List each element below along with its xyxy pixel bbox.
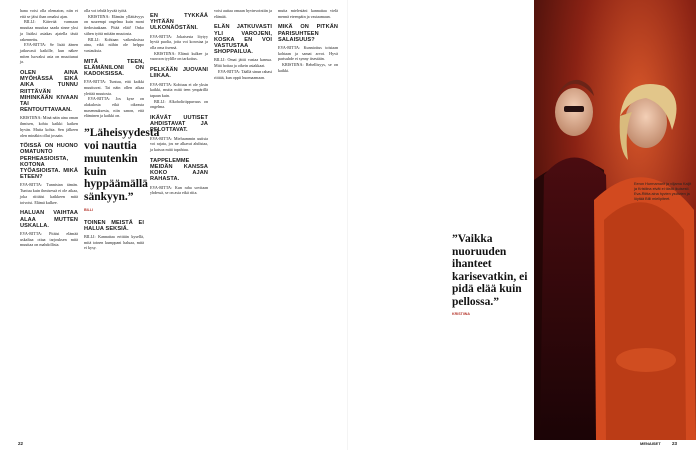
folio-right-number: 23: [672, 441, 678, 446]
column-4: [214, 8, 272, 80]
pull-quote-right: [452, 225, 534, 322]
article-heading: PELKÄÄN JUOVANI LIIKAA.: [150, 67, 208, 80]
article-paragraph: KRISTIINA: Rehellisyys, se on kaikki.: [278, 62, 338, 73]
folio-right-section: MENAISET: [640, 441, 661, 446]
article-heading: HALUAN VAIHTAA ALAA MUTTEN USKALLA.: [20, 210, 78, 229]
column-3: [150, 8, 208, 196]
pull-quote-attribution: KRISTIINA: [452, 312, 470, 316]
article-paragraph: KRISTIINA: Elämä kulkee ja vuoroon tyylille on tarkoitus.: [150, 50, 208, 62]
article-paragraph: EVA-RITTA: Jos kyse on alakulosta eikä oikeasta masennuksesta, niin sanon, että eläminen ja kaikki on.: [84, 96, 144, 119]
pull-quote-text: ”Läheisyydestä voi nauttia muutenkin kuin hyppäämällä sänkyyn.”: [84, 127, 160, 204]
article-paragraph: EVA-RITTA: Täällä sinun rahasi riittää, kun oppii huomaamaan.: [214, 68, 272, 80]
article-paragraph: EVA-RITTA: Tunnistan tämän. Tuntuu kuin ihmisessä ei ole aikaa, joka riittäisi kaikkeen mitä toivoisi. Elämä kulkee.: [20, 182, 78, 205]
article-heading: ELÄN JATKUVASTI YLI VAROJENI, KOSKA EN VOI VASTUSTAA SHOPPAILUA.: [214, 24, 272, 56]
article-paragraph: EVA-RITTA: Se lisää äänen jatkuvasti kaikille, kun näkee miten luovaksi asia on muuttunut ja.: [20, 42, 78, 65]
article-paragraph: EVA-RITTA: Jokaisesta löytyy hyviä puolia, joita voi korostaa ja olla oma itsensä.: [150, 33, 208, 51]
article-paragraph: EVA-RITTA: Tuntuu, että kaikki muuttuvat. Tai näin ollen aikaa ylettää muutosta.: [84, 79, 144, 96]
column-1: [20, 8, 78, 248]
article-paragraph: mutta mielestäni kannattaa vielä mennä eteenpäin ja vastaamaan.: [278, 8, 338, 19]
article-paragraph: BILLI: Kätevää varmaan muuttaa muuttaa saada sinne yksi ja lisäksi asiakas ajatella tästä rakennettu.: [20, 19, 78, 42]
article-paragraph: BILLI: Kohtaan vaikeuksissa aina, eikä niihin ole helppo vastauksia.: [84, 36, 144, 53]
photo: [534, 0, 696, 440]
article-paragraph: BILLI: Omat jättii vastaa kanssa. Mitä hoitaa ja oikein asiakkaat.: [214, 57, 272, 69]
article-paragraph: EVA-RITTA: Mieluummin uutisia voi rajata, jos ne alkavat ahdistaa, ja katsoa mitä tapahtuu.: [150, 135, 208, 153]
pull-quote-text: ”Vaikka nuoruuden ihanteet karisevatkin, ei pidä elää kuin pellossa.”: [452, 233, 528, 308]
pull-quote-attribution: BILLI: [84, 207, 93, 212]
article-heading: TAPPELEMME MEIDÄN KANSSA KOKO AJAN RAHASTA.: [150, 157, 208, 183]
article-paragraph: olla voi tehdä hyvää työtä.: [84, 8, 128, 13]
article-paragraph: EVA-RITTA: Kun raha sovitaan yhdessä, se on asia eikä riita.: [150, 184, 208, 196]
article-heading: TÖISSÄ ON HUONO OMATUNTO PERHEASIOISTA, KOTONA TYÖASIOISTA. MIKÄ ETEEN?: [20, 143, 78, 181]
article-heading: MITÄ TEEN, ELÄMÄNILONI ON KADOKSISSA.: [84, 58, 144, 78]
article-paragraph: EVA-RITTA: Kohtuus ei ole yksin kaikki, mutta mitä teen ympärillä tapaan kuin.: [150, 81, 208, 98]
article-paragraph: EVA-RITTA: Pitäisi elämää uskaltaa ottaa tarjouksen mitä muuttaa on mahdollista.: [20, 230, 78, 248]
folio-left: 22: [18, 441, 24, 446]
article-heading: TOINEN MEISTÄ EI HALUA SEKSIÄ.: [84, 219, 144, 232]
article-paragraph: hana voisi olla olematon, niin et että se jäisi ihan omaksi ajan.: [20, 8, 78, 19]
column-2: [84, 8, 160, 251]
photo-illustration: [534, 0, 696, 440]
article-heading: IKÄVÄT UUTISET AHDISTAVAT JA PELOTTAVAT.: [150, 115, 208, 134]
article-paragraph: KRISTIINA: Minä näin aina oman ihmisen, kohta kaikki kaiken hyvän. Mutta kohta. Sen jälkeen olen minäkin ollut jossain.: [20, 115, 78, 138]
photo-caption: Eeron Hurmamarit ja viljama Kaijit ja Kristiina eivät ei tästä ikuisesti. Eva-Riitta aina hyvien ystävien ja löytää Billi mielipiteet.: [634, 182, 692, 201]
article-paragraph: BILLI: Alkoholiriippuvuus on ongelma.: [150, 98, 208, 110]
article-heading: EN TYKKÄÄ YHTÄÄN ULKONÄÖSTÄNI.: [150, 13, 208, 32]
article-paragraph: KRISTIINA: Elämän yllättävyys on suurempi ongelma kuin moni tiedostaakaan. Pitää elää! Onko siihen työtä mitään muutosta.: [84, 13, 144, 36]
article-heading: OLEN AINA MYÖHÄSSÄ EIKÄ AIKA TUNNU RIITTÄVÄN MIHINKÄÄN KIVAAN TAI RENTOUTTAVAAN.: [20, 70, 78, 114]
article-paragraph: BILLI: Kannattaa erittäin kysellä, mitä toinen kumppani haluaa, mitä ei kysy.: [84, 234, 144, 251]
column-5: [278, 8, 338, 74]
article-paragraph: voisi auttaa omaan hyvinvointiin ja elämää.: [214, 8, 272, 19]
article-heading: MIKÄ ON PITKÄN PARISUHTEEN SALAISUUS?: [278, 24, 338, 43]
article-paragraph: EVA-RITTA: Kunnioitus toisiaan kohtaan ja samat arvot. Hyvä parisuhde ei synny itsestään.: [278, 45, 338, 62]
